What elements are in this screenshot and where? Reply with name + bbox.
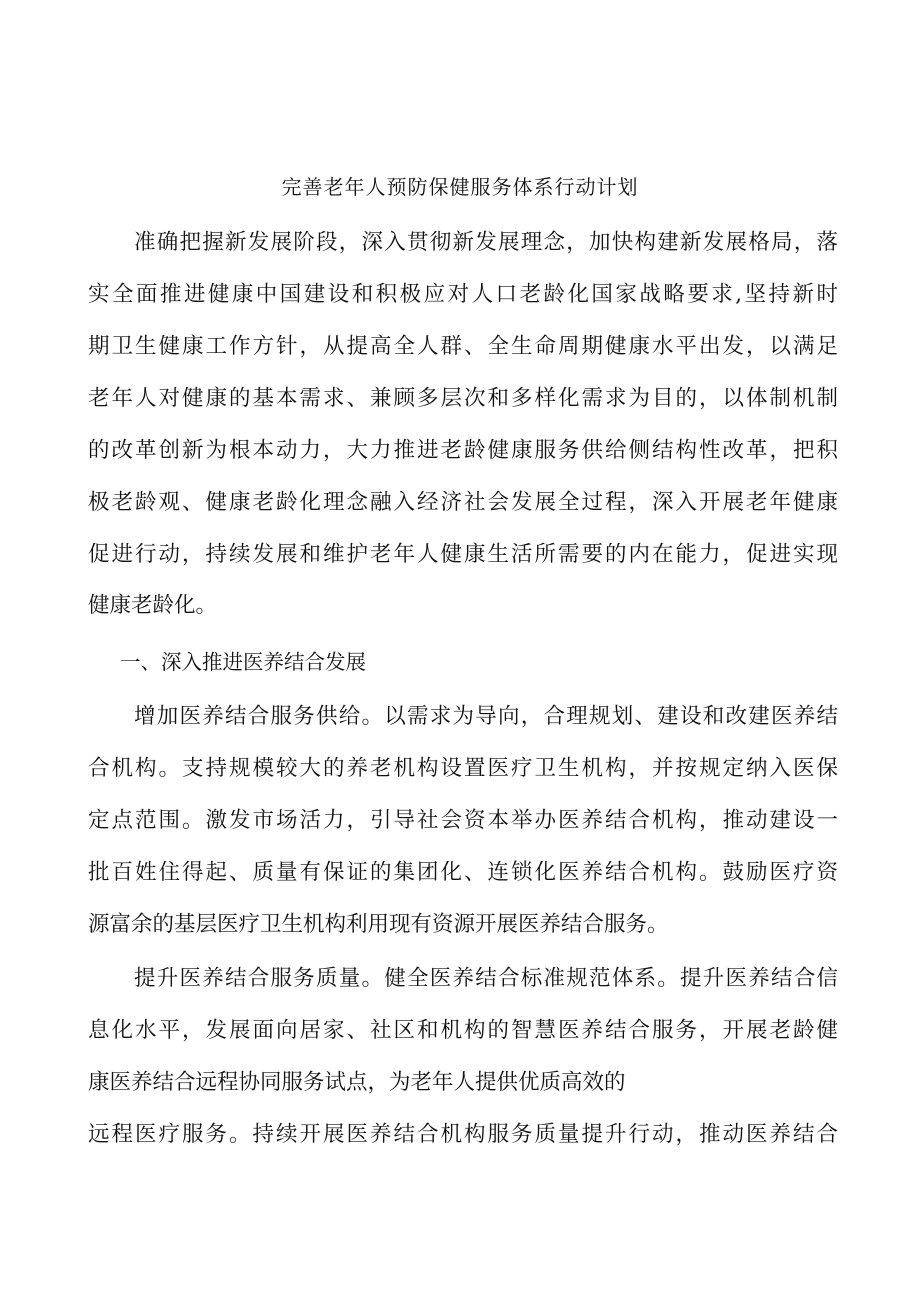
intro-line-7: 促进行动，持续发展和维护老年人健康生活所需要的内在能力，促进实现 (88, 542, 838, 567)
para1-line-4: 批百姓住得起、质量有保证的集团化、连锁化医养结合机构。鼓励医疗资 (88, 860, 838, 885)
intro-line-6: 极老龄观、健康老龄化理念融入经济社会发展全过程，深入开展老年健康 (88, 490, 838, 515)
para2-line-4: 远程医疗服务。持续开展医养结合机构服务质量提升行动，推动医养结合 (88, 1122, 838, 1147)
document-title: 完善老年人预防保健服务体系行动计划 (281, 175, 639, 199)
para1-line-1: 增加医养结合服务供给。以需求为导向，合理规划、建设和改建医养结 (134, 704, 838, 729)
intro-line-3: 期卫生健康工作方针，从提高全人群、全生命周期健康水平出发，以满足 (88, 334, 838, 359)
intro-line-1: 准确把握新发展阶段，深入贯彻新发展理念，加快构建新发展格局，落 (134, 230, 838, 255)
para1-line-2: 合机构。支持规模较大的养老机构设置医疗卫生机构，并按规定纳入医保 (88, 756, 838, 781)
para1-line-3: 定点范围。激发市场活力，引导社会资本举办医养结合机构，推动建设一 (88, 808, 838, 833)
para2-line-2: 息化水平，发展面向居家、社区和机构的智慧医养结合服务，开展老龄健 (88, 1018, 838, 1043)
intro-line-4: 老年人对健康的基本需求、兼顾多层次和多样化需求为目的，以体制机制 (88, 386, 838, 411)
intro-line-8: 健康老龄化。 (88, 593, 218, 618)
para2-line-1: 提升医养结合服务质量。健全医养结合标准规范体系。提升医养结合信 (134, 966, 838, 991)
section-heading: 一、深入推进医养结合发展 (120, 650, 366, 674)
para1-line-5: 源富余的基层医疗卫生机构利用现有资源开展医养结合服务。 (88, 912, 669, 937)
para2-line-3: 康医养结合远程协同服务试点，为老年人提供优质高效的 (88, 1070, 626, 1095)
intro-line-5: 的改革创新为根本动力，大力推进老龄健康服务供给侧结构性改革，把积 (88, 438, 838, 463)
intro-line-2: 实全面推进健康中国建设和积极应对人口老龄化国家战略要求,坚持新时 (88, 282, 838, 307)
